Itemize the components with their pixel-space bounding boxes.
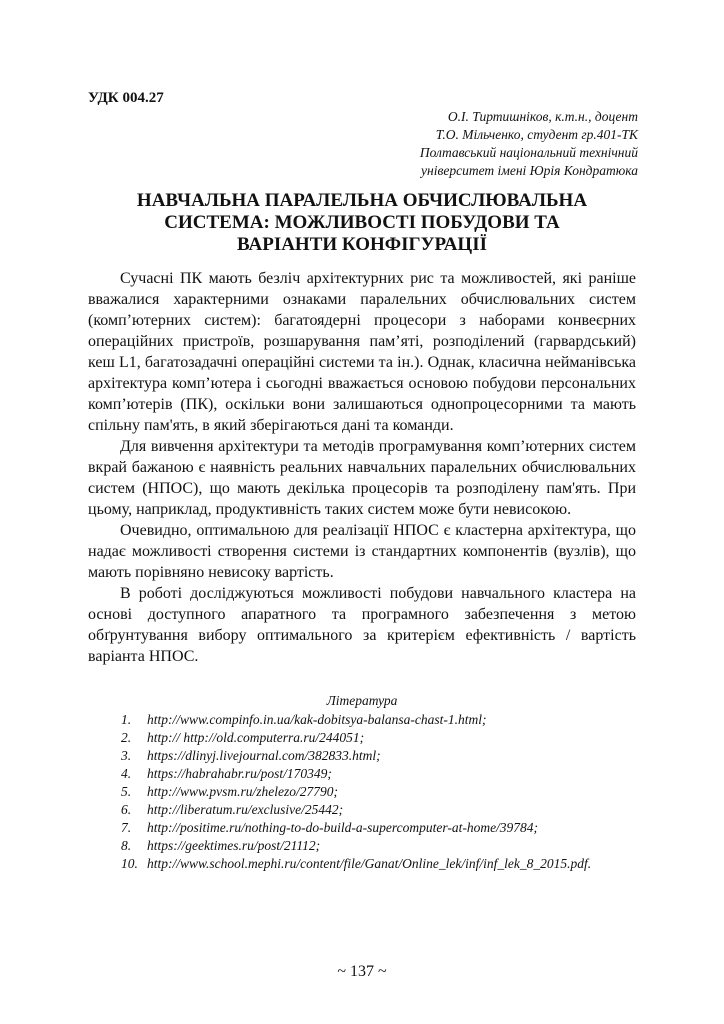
affiliation-line: університет імені Юрія Кондратюка (421, 163, 638, 178)
author-block (298, 108, 638, 180)
reference-link: http://www.compinfo.in.ua/kak-dobitsya-balansa-chast-1.html; (147, 712, 487, 727)
author-line: Т.О. Мільченко, студент гр.401-ТК (435, 127, 638, 142)
reference-number: 5. (121, 784, 132, 799)
reference-item (121, 729, 641, 747)
reference-link: https://dlinyj.livejournal.com/382833.html; (147, 748, 381, 763)
reference-link: http://www.pvsm.ru/zhelezo/27790; (147, 784, 338, 799)
reference-number: 10. (121, 856, 138, 871)
paragraph: Очевидно, оптимальною для реалізації НПОС є кластерна архітектура, що надає можливості створення системи із стандартних компонентів (вузлів), що мають порівняно невисоку вартість. (88, 522, 636, 581)
title-line: СИСТЕМА: МОЖЛИВОСТІ ПОБУДОВИ ТА (164, 212, 560, 233)
paper-title (88, 190, 636, 256)
paragraph: В роботі досліджуються можливості побудови навчального кластера на основі доступного апаратного та програмного забезпечення з метою обґрунтування вибору оптимального за критерієм ефективність / вартість варіанта НПОС. (88, 585, 636, 665)
reference-link: https://geektimes.ru/post/21112; (147, 838, 321, 853)
reference-link: http://liberatum.ru/exclusive/25442; (147, 802, 344, 817)
udk-code: УДК 004.27 (88, 90, 164, 106)
title-line: НАВЧАЛЬНА ПАРАЛЕЛЬНА ОБЧИСЛЮВАЛЬНА (136, 190, 588, 211)
reference-item (121, 783, 641, 801)
reference-item (121, 801, 641, 819)
title-line: ВАРІАНТИ КОНФІГУРАЦІЇ (237, 234, 487, 255)
reference-item (121, 747, 641, 765)
page-number: ~ 137 ~ (337, 963, 387, 980)
reference-number: 2. (121, 730, 132, 745)
reference-item (121, 837, 641, 855)
reference-number: 3. (121, 748, 132, 763)
reference-item (121, 711, 641, 729)
references-list (121, 711, 641, 873)
references-heading: Література (326, 693, 398, 708)
reference-item (121, 855, 641, 873)
reference-number: 6. (121, 802, 132, 817)
reference-item (121, 765, 641, 783)
reference-link: http:// http://old.computerra.ru/244051; (147, 730, 365, 745)
reference-item (121, 819, 641, 837)
reference-number: 7. (121, 820, 132, 835)
paragraph: Для вивчення архітектури та методів програмування комп’ютерних систем вкрай бажаною є наявність реальних навчальних паралельних обчислювальних систем (НПОС), що мають декілька процесорів та розподілену пам'ять. При цьому, наприклад, продуктивність таких систем може бути невисокою. (88, 438, 636, 518)
body-text (88, 268, 636, 667)
reference-number: 1. (121, 712, 132, 727)
reference-link: https://habrahabr.ru/post/170349; (147, 766, 332, 781)
reference-link: http://positime.ru/nothing-to-do-build-a-supercomputer-at-home/39784; (147, 820, 539, 835)
reference-number: 8. (121, 838, 132, 853)
reference-link: http://www.school.mephi.ru/content/file/Ganat/Online_lek/inf/inf_lek_8_2015.pdf. (147, 856, 592, 871)
affiliation-line: Полтавський національний технічний (419, 145, 638, 160)
author-line: О.І. Тиртишніков, к.т.н., доцент (447, 109, 638, 124)
paragraph: Сучасні ПК мають безліч архітектурних рис та можливостей, які раніше вважалися характерними ознаками паралельних обчислювальних систем (комп’ютерних систем): багатоядерні процесори з наборами конвеєрних операційних пристроїв, розшарування пам’яті, розподілений (гарвардський) кеш L1, багатозадачні операційні системи та ін.). Однак, класична нейманівська архітектура комп’ютера і сьогодні вважається основою побудови персональних комп’ютерів (ПК), оскільки вони залишаються однопроцесорними та мають спільну пам'ять, в який зберігаються дані та команди. (88, 270, 636, 434)
reference-number: 4. (121, 766, 132, 781)
